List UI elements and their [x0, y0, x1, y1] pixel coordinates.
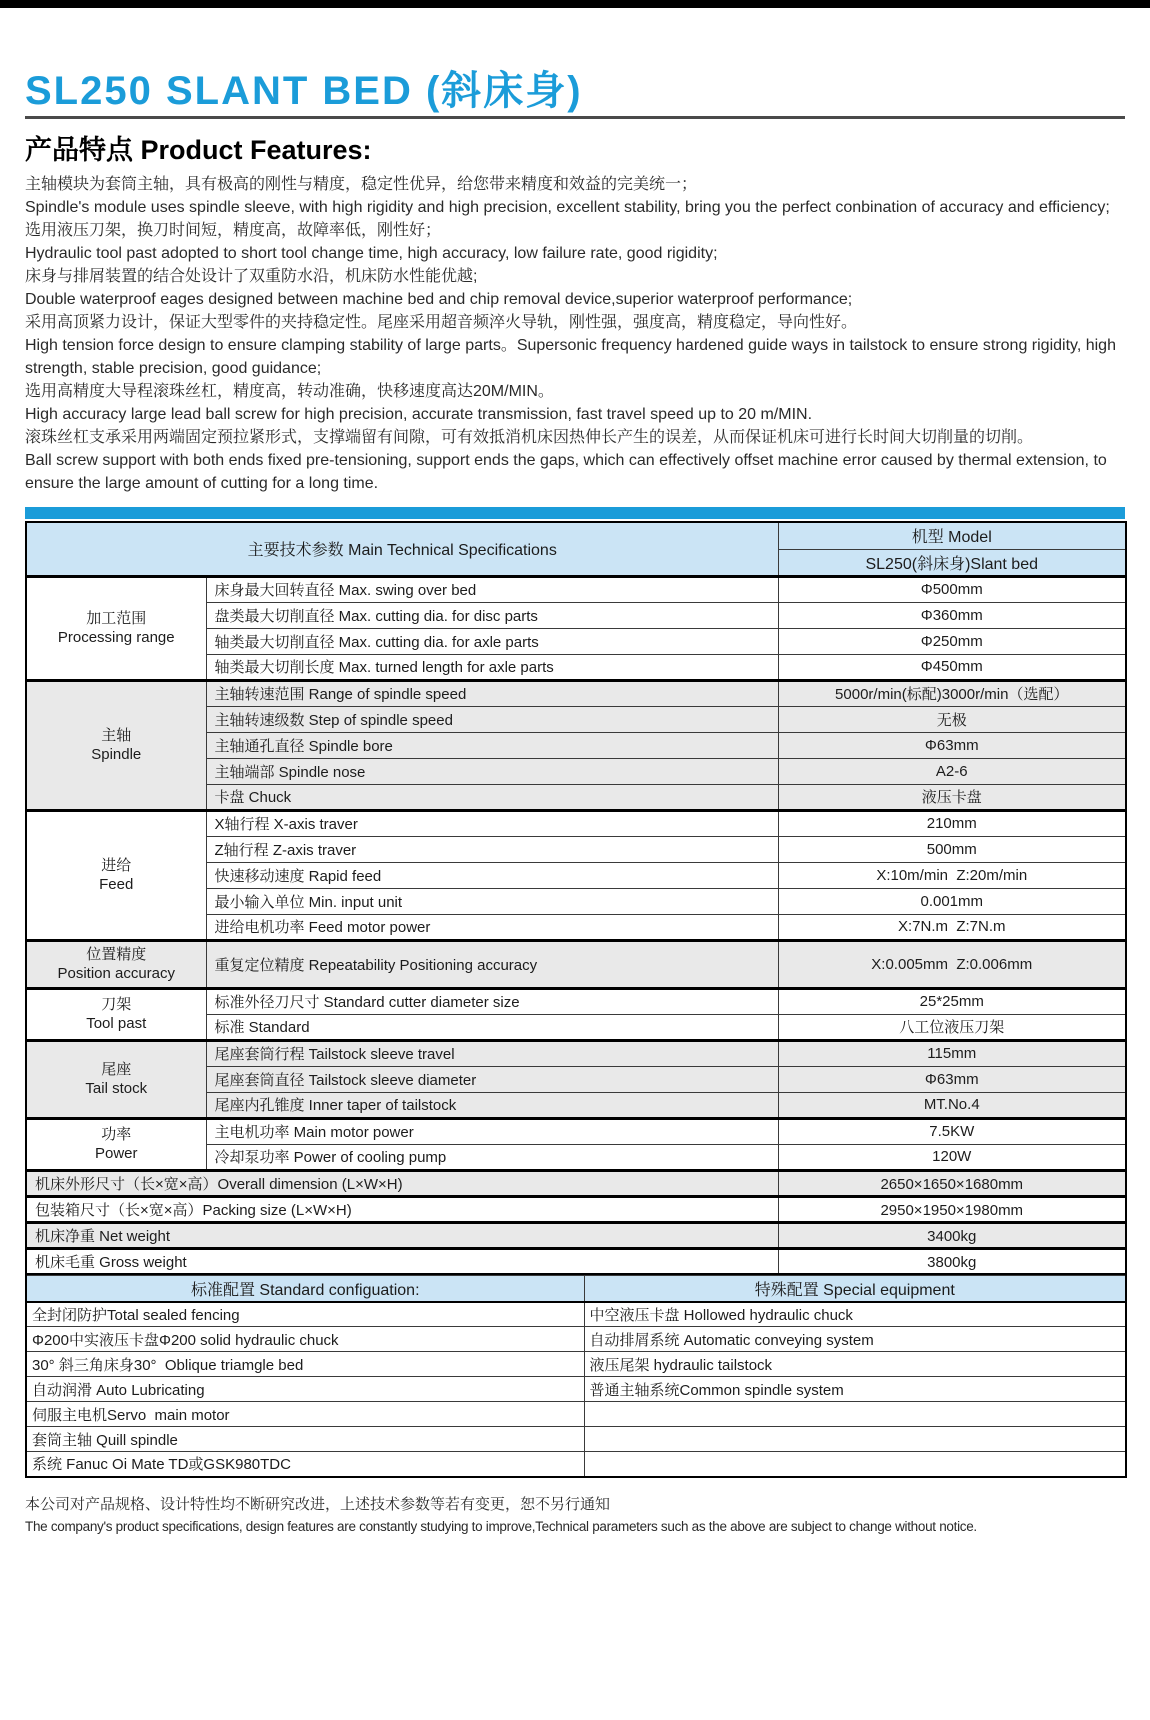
spec-value: X:10m/min Z:20m/min	[778, 862, 1126, 888]
configuration-table	[25, 1275, 1127, 1478]
feature-line: High accuracy large lead ball screw for high precision, accurate transmission, fast travel speed up to 20 m/MIN.	[25, 406, 813, 423]
feature-line: Hydraulic tool past adopted to short tool change time, high accuracy, low failure rate, good rigidity;	[25, 245, 718, 262]
spec-value: 3800kg	[778, 1248, 1126, 1274]
category-cell	[26, 988, 206, 1040]
spec-label: 快速移动速度 Rapid feed	[206, 862, 778, 888]
page-content	[25, 68, 1125, 1537]
title-underline	[25, 116, 1125, 119]
spec-value: 25*25mm	[778, 988, 1126, 1014]
spec-label: 主轴端部 Spindle nose	[206, 758, 778, 784]
spec-value: 无极	[778, 706, 1126, 732]
feature-line: 主轴模块为套筒主轴，具有极高的刚性与精度，稳定性优异，给您带来精度和效益的完美统一；	[25, 176, 698, 193]
spec-value: X:0.005mm Z:0.006mm	[778, 940, 1126, 988]
spec-value: X:7N.m Z:7N.m	[778, 914, 1126, 940]
model-value: SL250(斜床身)Slant bed	[778, 549, 1126, 576]
spec-label: X轴行程 X-axis traver	[206, 810, 778, 836]
category-zh: 进给	[101, 857, 132, 874]
special-equipment-item	[584, 1402, 1126, 1427]
spec-table	[25, 521, 1127, 1275]
category-en: Position accuracy	[57, 965, 176, 982]
spec-value: 5000r/min(标配)3000r/min（选配）	[778, 680, 1126, 706]
category-zh: 尾座	[101, 1061, 132, 1078]
category-zh: 加工范围	[86, 610, 147, 627]
spec-value: 0.001mm	[778, 888, 1126, 914]
spec-value: Φ450mm	[778, 654, 1126, 680]
spec-label: 冷却泵功率 Power of cooling pump	[206, 1144, 778, 1170]
spec-label: 尾座套筒直径 Tailstock sleeve diameter	[206, 1066, 778, 1092]
spec-label: 主轴转速级数 Step of spindle speed	[206, 706, 778, 732]
top-black-bar	[0, 0, 1150, 8]
spec-label: 尾座内孔锥度 Inner taper of tailstock	[206, 1092, 778, 1118]
feature-line: 选用液压刀架，换刀时间短，精度高，故障率低，刚性好；	[25, 222, 442, 239]
features-list	[25, 173, 1125, 495]
category-cell	[26, 1040, 206, 1118]
category-en: Spindle	[91, 746, 142, 763]
category-en: Tool past	[86, 1015, 147, 1032]
spec-value: 八工位液压刀架	[778, 1014, 1126, 1040]
spec-value: Φ63mm	[778, 732, 1126, 758]
spec-label: 进给电机功率 Feed motor power	[206, 914, 778, 940]
spec-label: Z轴行程 Z-axis traver	[206, 836, 778, 862]
footer-note-zh: 本公司对产品规格、设计特性均不断研究改进，上述技术参数等若有变更，恕不另行通知	[25, 1495, 611, 1513]
spec-value: Φ63mm	[778, 1066, 1126, 1092]
category-en: Power	[94, 1145, 138, 1162]
category-cell	[26, 680, 206, 810]
feature-line: Ball screw support with both ends fixed pre-tensioning, support ends the gaps, which can effectively offset machine error caused by thermal extension, to ensure the large amount of cutting for a long time.	[25, 452, 1107, 492]
spec-value: Φ500mm	[778, 576, 1126, 602]
feature-line: High tension force design to ensure clamping stability of large parts。Supersonic frequency hardened guide ways in tailstock to ensure strong rigidity, high strength, stable precision, good guidance;	[25, 337, 1116, 377]
special-equipment-item	[584, 1452, 1126, 1477]
standard-config-item: 全封闭防护Total sealed fencing	[26, 1302, 584, 1327]
category-cell	[26, 1118, 206, 1170]
category-zh: 刀架	[101, 996, 132, 1013]
spec-label: 重复定位精度 Repeatability Positioning accuracy	[206, 940, 778, 988]
category-zh: 位置精度	[86, 946, 147, 963]
footer-note-en: The company's product specifications, design features are constantly studying to improve,Technical parameters such as the above are subject to change without notice.	[25, 1518, 977, 1534]
spec-label: 机床毛重 Gross weight	[26, 1248, 778, 1274]
feature-line: Double waterproof eages designed between machine bed and chip removal device,superior waterproof performance;	[25, 291, 853, 308]
spec-label: 轴类最大切削直径 Max. cutting dia. for axle parts	[206, 628, 778, 654]
spec-value: 500mm	[778, 836, 1126, 862]
standard-config-item: 30° 斜三角床身30° Oblique triamgle bed	[26, 1352, 584, 1377]
spec-label: 主电机功率 Main motor power	[206, 1118, 778, 1144]
standard-config-item: 套筒主轴 Quill spindle	[26, 1427, 584, 1452]
spec-label: 最小输入单位 Min. input unit	[206, 888, 778, 914]
special-equipment-header: 特殊配置 Special equipment	[584, 1276, 1126, 1302]
spec-label: 主轴转速范围 Range of spindle speed	[206, 680, 778, 706]
spec-label: 轴类最大切削长度 Max. turned length for axle parts	[206, 654, 778, 680]
model-header: 机型 Model	[778, 522, 1126, 549]
spec-label: 卡盘 Chuck	[206, 784, 778, 810]
special-equipment-item: 自动排屑系统 Automatic conveying system	[584, 1327, 1126, 1352]
table-accent-bar	[25, 507, 1125, 519]
spec-value: Φ360mm	[778, 602, 1126, 628]
category-cell	[26, 576, 206, 680]
feature-line: 滚珠丝杠支承采用两端固定预拉紧形式，支撑端留有间隙，可有效抵消机床因热伸长产生的误差，从而保证机床可进行长时间大切削量的切削。	[25, 429, 1034, 446]
spec-value: 液压卡盘	[778, 784, 1126, 810]
spec-label: 机床外形尺寸（长×宽×高）Overall dimension (L×W×H)	[26, 1170, 778, 1196]
feature-line: Spindle's module uses spindle sleeve, with high rigidity and high precision, excellent stability, bring you the perfect conbination of accuracy and efficiency;	[25, 199, 1110, 216]
standard-config-item: 伺服主电机Servo main motor	[26, 1402, 584, 1427]
standard-config-item: 自动润滑 Auto Lubricating	[26, 1377, 584, 1402]
category-en: Tail stock	[85, 1080, 148, 1097]
standard-config-item: 系统 Fanuc Oi Mate TD或GSK980TDC	[26, 1452, 584, 1477]
category-cell	[26, 810, 206, 940]
spec-label: 标准外径刀尺寸 Standard cutter diameter size	[206, 988, 778, 1014]
spec-value: 2950×1950×1980mm	[778, 1196, 1126, 1222]
spec-label: 包装箱尺寸（长×宽×高）Packing size (L×W×H)	[26, 1196, 778, 1222]
footer-note	[25, 1494, 1125, 1537]
spec-value: A2-6	[778, 758, 1126, 784]
special-equipment-item: 液压尾架 hydraulic tailstock	[584, 1352, 1126, 1377]
standard-config-header: 标准配置 Standard configuation:	[26, 1276, 584, 1302]
feature-line: 选用高精度大导程滚珠丝杠，精度高，转动准确，快移速度高达20M/MIN。	[25, 383, 554, 400]
spec-value: MT.No.4	[778, 1092, 1126, 1118]
spec-value: Φ250mm	[778, 628, 1126, 654]
spec-value: 120W	[778, 1144, 1126, 1170]
spec-label: 标准 Standard	[206, 1014, 778, 1040]
spec-value: 115mm	[778, 1040, 1126, 1066]
spec-value: 210mm	[778, 810, 1126, 836]
spec-label: 机床净重 Net weight	[26, 1222, 778, 1248]
spec-table-title: 主要技术参数 Main Technical Specifications	[26, 522, 778, 576]
category-zh: 主轴	[101, 727, 132, 744]
spec-value: 2650×1650×1680mm	[778, 1170, 1126, 1196]
spec-label: 盘类最大切削直径 Max. cutting dia. for disc parts	[206, 602, 778, 628]
special-equipment-item	[584, 1427, 1126, 1452]
special-equipment-item: 普通主轴系统Common spindle system	[584, 1377, 1126, 1402]
spec-value: 7.5KW	[778, 1118, 1126, 1144]
page-title: SL250 SLANT BED (斜床身)	[25, 69, 583, 113]
spec-label: 主轴通孔直径 Spindle bore	[206, 732, 778, 758]
spec-label: 床身最大回转直径 Max. swing over bed	[206, 576, 778, 602]
special-equipment-item: 中空液压卡盘 Hollowed hydraulic chuck	[584, 1302, 1126, 1327]
feature-line: 采用高顶紧力设计，保证大型零件的夹持稳定性。尾座采用超音频淬火导轨，刚性强，强度高，精度稳定，导向性好。	[25, 314, 858, 331]
category-en: Feed	[99, 876, 134, 893]
spec-label: 尾座套筒行程 Tailstock sleeve travel	[206, 1040, 778, 1066]
features-heading: 产品特点 Product Features:	[25, 135, 372, 165]
spec-value: 3400kg	[778, 1222, 1126, 1248]
standard-config-item: Φ200中实液压卡盘Φ200 solid hydraulic chuck	[26, 1327, 584, 1352]
category-en: Processing range	[57, 629, 175, 646]
feature-line: 床身与排屑装置的结合处设计了双重防水沿，机床防水性能优越;	[25, 268, 478, 285]
category-cell	[26, 940, 206, 988]
category-zh: 功率	[101, 1126, 132, 1143]
